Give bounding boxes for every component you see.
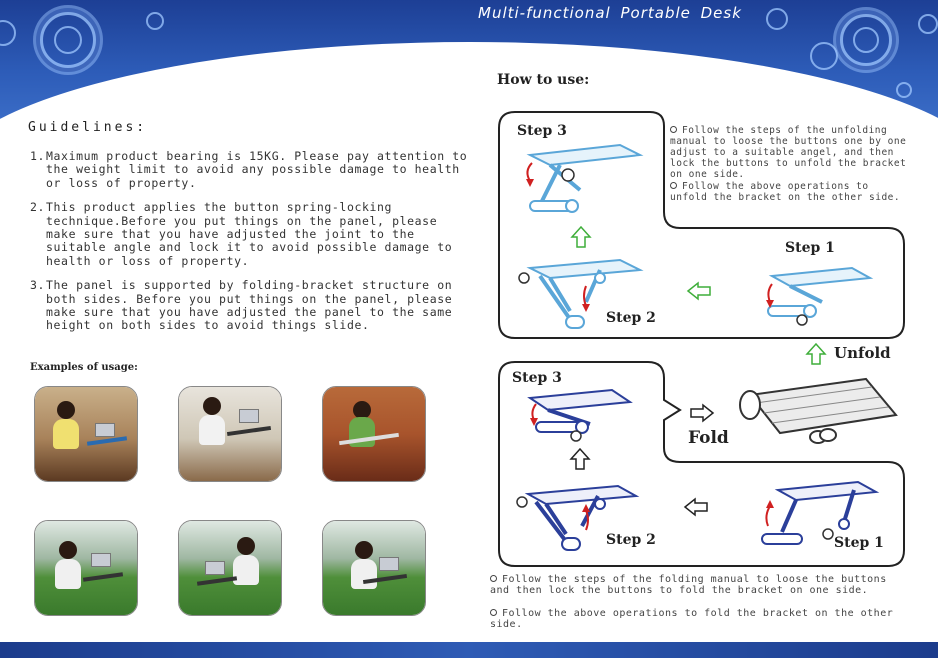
unfold-step3-desk-illustration [520, 135, 660, 225]
fold-step1-label: Step 1 [834, 535, 884, 551]
page-title: Multi-functional Portable Desk [478, 4, 742, 22]
footer-bar [0, 642, 938, 658]
left-arrow-icon [687, 282, 711, 300]
fold-step2-desk-illustration [508, 482, 648, 552]
unfold-step2-desk-illustration [510, 256, 650, 336]
guideline-item: 2.This product applies the button spring-locking technique.Before you put things on the panel, please make sure that you have adjusted the joint to the suitable angle and lock it to avoid possible damage to health or loss of property. [30, 200, 453, 268]
up-arrow-icon [806, 343, 826, 365]
guideline-item: 3.The panel is supported by folding-bracket structure on both sides. Before you put things on the panel, please make sure that you have adjusted the panel to the same height on both sides to avoid things slide. [30, 278, 453, 333]
unfold-step3-label: Step 3 [517, 123, 567, 139]
up-arrow-icon [570, 448, 590, 470]
fold-step3-desk-illustration [520, 384, 650, 444]
right-arrow-icon [690, 404, 714, 422]
left-arrow-icon [684, 498, 708, 516]
fold-note-2: Follow the above operations to fold the bracket on the other side. [490, 608, 894, 630]
fold-label: Fold [688, 428, 729, 448]
howto-title: How to use: [497, 72, 590, 88]
unfold-note-2: Follow the above operations to unfold the bracket on the other side. [670, 181, 901, 203]
unfold-note-1: Follow the steps of the unfolding manual to loose the buttons one by one adjust to a suitable angel, and then lock the buttons to unfold the bracket on one side. [670, 125, 907, 180]
unfold-label: Unfold [834, 344, 891, 362]
unfold-step2-label: Step 2 [606, 310, 656, 326]
guideline-item: 1.Maximum product bearing is 15KG. Please pay attention to the weight limit to avoid any possible damage to health or loss of property. [30, 149, 468, 190]
folded-desk-illustration [736, 375, 906, 445]
fold-step2-label: Step 2 [606, 532, 656, 548]
fold-step1-desk-illustration [758, 478, 888, 548]
examples-title: Examples of usage: [30, 362, 138, 373]
fold-step3-label: Step 3 [512, 370, 562, 386]
unfold-step1-desk-illustration [762, 262, 882, 332]
fold-note-1: Follow the steps of the folding manual to loose the buttons and then lock the buttons to fold the bracket on one side. [490, 574, 887, 596]
up-arrow-icon [571, 226, 591, 248]
guidelines-title: Guidelines: [28, 120, 148, 135]
unfold-step1-label: Step 1 [785, 240, 835, 256]
